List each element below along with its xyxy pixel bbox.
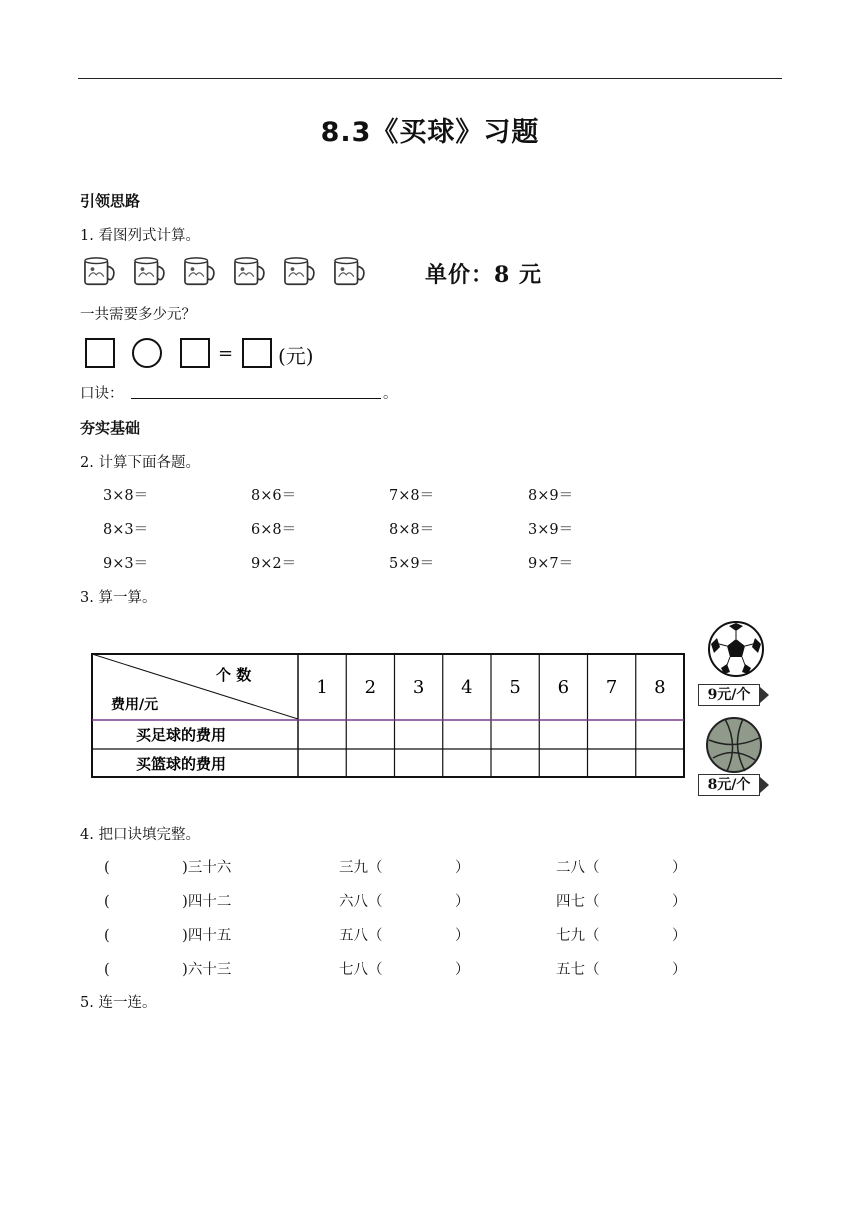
calc-item: 6×8＝ (251, 522, 297, 538)
calc-item: 7×8＝ (389, 488, 435, 504)
section-heading-basics: 夯实基础 (80, 419, 141, 437)
rhyme-fill-item[interactable]: ( )四十五 (104, 928, 232, 944)
count-header-cell: 7 (605, 677, 618, 698)
rhyme-fill-item[interactable]: 五七（ ） (556, 962, 687, 978)
rhyme-fill-item[interactable]: ( )六十三 (104, 962, 232, 978)
q2-stem: 2. 计算下面各题。 (80, 455, 200, 471)
rhyme-fill-item[interactable]: 二八（ ） (556, 860, 687, 876)
rhyme-fill-item[interactable]: 六八（ ） (339, 894, 470, 910)
calc-item: 8×6＝ (251, 488, 297, 504)
operator-circle[interactable] (132, 338, 162, 368)
rhyme-fill-item[interactable]: ( )三十六 (104, 860, 232, 876)
basketball-price-tag: 8元/个 (698, 774, 760, 796)
rhyme-fill-item[interactable]: 三九（ ） (339, 860, 470, 876)
calc-item: 5×9＝ (389, 556, 435, 572)
calc-item: 3×9＝ (528, 522, 574, 538)
rhyme-fill-item[interactable]: 七八（ ） (339, 962, 470, 978)
soccer-ball-icon (707, 620, 765, 678)
soccer-price-tag: 9元/个 (698, 684, 760, 706)
cup-icon (132, 256, 168, 288)
rhyme-end-mark: 。 (383, 386, 398, 402)
header-rule (78, 78, 782, 79)
calc-item: 9×7＝ (528, 556, 574, 572)
unit-label: (元) (278, 344, 314, 368)
rhyme-fill-item[interactable]: 七九（ ） (556, 928, 687, 944)
calc-item: 3×8＝ (103, 488, 149, 504)
rhyme-label: 口诀： (80, 386, 124, 402)
q4-stem: 4. 把口诀填完整。 (80, 827, 200, 843)
rhyme-fill-item[interactable]: 五八（ ） (339, 928, 470, 944)
equals-sign: = (218, 343, 234, 364)
count-header-cell: 1 (316, 677, 328, 698)
answer-box-3[interactable] (242, 338, 272, 368)
cup-icon (282, 256, 318, 288)
calc-item: 9×2＝ (251, 556, 297, 572)
q1-question: 一共需要多少元？ (80, 307, 196, 323)
price-label: 单价：8 元 (425, 262, 542, 288)
cup-icon (232, 256, 268, 288)
page-title: 8.3《买球》习题 (320, 117, 540, 148)
count-header-cell: 5 (509, 677, 521, 698)
calc-item: 8×9＝ (528, 488, 574, 504)
row-label-soccer: 买足球的费用 (136, 726, 227, 744)
calc-item: 8×8＝ (389, 522, 435, 538)
basketball-icon (705, 716, 763, 774)
cup-icon (332, 256, 368, 288)
cup-icon (182, 256, 218, 288)
price-table (91, 653, 685, 778)
row-label-basketball: 买篮球的费用 (136, 755, 227, 773)
count-header-cell: 3 (412, 677, 425, 698)
rhyme-fill-item[interactable]: ( )四十二 (104, 894, 232, 910)
cup-icon (82, 256, 118, 288)
answer-box-2[interactable] (180, 338, 210, 368)
count-header-cell: 6 (557, 677, 570, 698)
count-header-cell: 8 (654, 677, 666, 698)
section-heading-guide: 引领思路 (80, 192, 141, 210)
q1-stem: 1. 看图列式计算。 (80, 228, 200, 244)
calc-item: 9×3＝ (103, 556, 149, 572)
calc-item: 8×3＝ (103, 522, 149, 538)
q3-stem: 3. 算一算。 (80, 590, 157, 606)
count-header-cell: 4 (461, 677, 473, 698)
q5-stem: 5. 连一连。 (80, 995, 157, 1011)
rhyme-fill-item[interactable]: 四七（ ） (556, 894, 687, 910)
header-cost-label: 费用/元 (111, 697, 159, 713)
count-header-cell: 2 (364, 677, 377, 698)
answer-box-1[interactable] (85, 338, 115, 368)
header-count-label: 个 数 (216, 666, 252, 684)
rhyme-blank-line[interactable] (131, 398, 381, 399)
